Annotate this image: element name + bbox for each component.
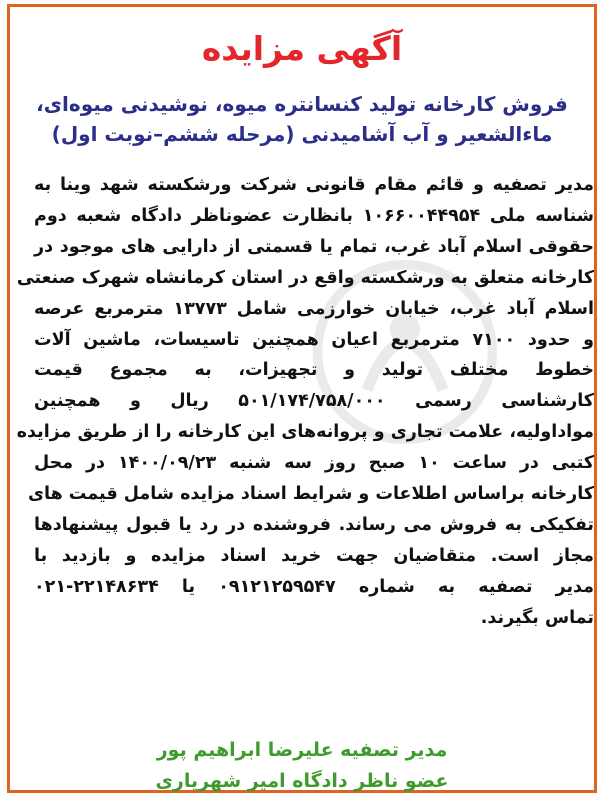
body-line: کارخانه براساس اطلاعات و شرایط اسناد مزایده شامل قیمت های bbox=[27, 484, 594, 505]
notice-title: آگهی مزایده bbox=[201, 29, 403, 68]
signature-line: عضو ناظر دادگاه امیر شهریاری bbox=[155, 770, 449, 792]
body-line: مدیر تصفیه و قائم مقام قانونی شرکت ورشکسته شهد وینا به bbox=[34, 175, 594, 195]
body-line: مدیر تصفیه به شماره ۰۹۱۲۱۲۵۹۵۴۷ یا ۲۲۱۴۸۶۳۴-۰۲۱ bbox=[34, 576, 594, 597]
body-line: تماس بگیرند. bbox=[480, 607, 594, 628]
signature-line: مدیر تصفیه علیرضا ابراهیم پور bbox=[156, 739, 448, 761]
subtitle-line: فروش کارخانه تولید کنسانتره میوه، نوشیدنی میوه‌ای، bbox=[36, 92, 568, 116]
notice-body bbox=[16, 170, 594, 634]
body-line: مواداولیه، علامت تجاری و پروانه‌های این کارخانه را از طریق مزایده bbox=[16, 422, 594, 443]
body-line: تفکیکی به فروش می رساند. فروشنده در رد یا قبول پیشنهادها bbox=[34, 514, 594, 535]
notice-subtitle bbox=[30, 89, 574, 149]
body-line: کارشناسی رسمی ۵۰۱/۱۷۴/۷۵۸/۰۰۰ ریال و همچنین bbox=[34, 391, 594, 412]
body-line: مجاز است. متقاضیان جهت خرید اسناد مزایده و بازدید با bbox=[34, 545, 594, 566]
subtitle-line: ماءالشعیر و آب آشامیدنی (مرحله ششم–نوبت اول) bbox=[51, 122, 553, 146]
body-line: اسلام آباد غرب، خیابان خوارزمی شامل ۱۳۷۷۳ مترمربع عرصه bbox=[34, 298, 594, 319]
body-line: کارخانه متعلق به ورشکسته واقع در استان کرمانشاه شهرک صنعتی bbox=[16, 267, 594, 288]
body-line: و حدود ۷۱۰۰ مترمربع اعیان همچنین تاسیسات، ماشین آلات bbox=[34, 329, 594, 350]
body-line: حقوقی اسلام آباد غرب، تمام یا قسمتی از دارایی های موجود در bbox=[34, 236, 594, 257]
notice-frame bbox=[7, 4, 597, 793]
body-line: خطوط مختلف تولید و تجهیزات، به مجموع قیمت bbox=[34, 360, 594, 381]
notice-signature bbox=[10, 735, 594, 797]
body-line: کتبی در ساعت ۱۰ صبح روز سه شنبه ۱۴۰۰/۰۹/۲۳ در محل bbox=[34, 453, 594, 474]
body-line: شناسه ملی ۱۰۶۶۰۰۴۴۹۵۴ بانظارت عضوناظر دادگاه شعبه دوم bbox=[34, 205, 594, 226]
